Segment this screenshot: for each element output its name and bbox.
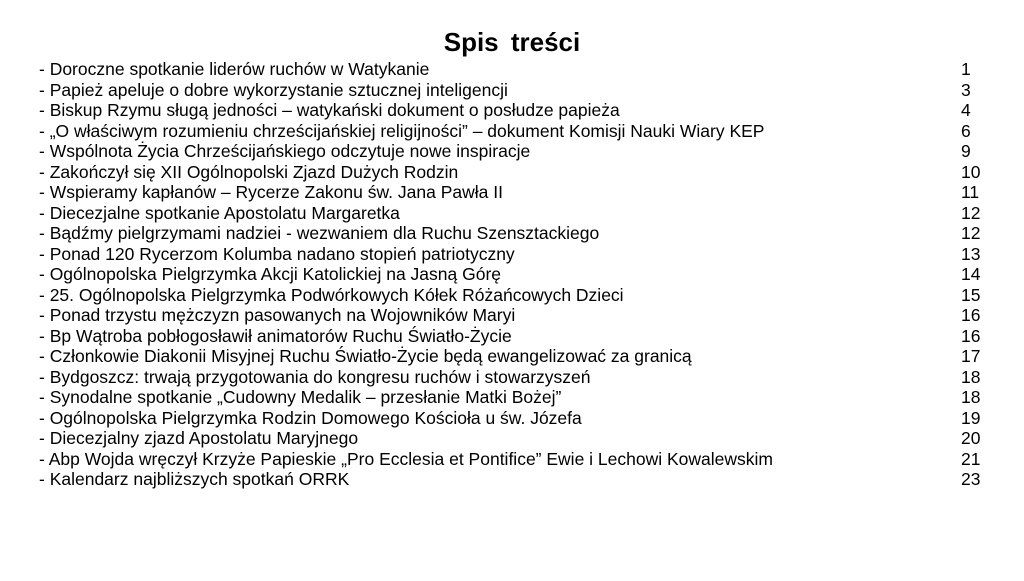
toc-entry-page-number: 20 [961,428,981,448]
toc-entry [39,346,989,367]
toc-entry-title: - Wspieramy kapłanów – Rycerze Zakonu św. Jana Pawła II [39,182,503,202]
toc-list [39,59,989,490]
toc-entry [39,182,989,203]
toc-entry-title: - Zakończył się XII Ogólnopolski Zjazd Dużych Rodzin [39,161,459,182]
toc-entry-page-number: 23 [961,469,981,489]
toc-entry [39,469,989,490]
toc-entry-page-number: 16 [961,325,981,346]
toc-entry-page-number: 14 [961,264,981,284]
toc-entry-title: - 25. Ogólnopolska Pielgrzymka Podwórkowych Kółek Różańcowych Dzieci [39,284,624,305]
toc-entry [39,244,989,265]
toc-entry-page-number: 3 [961,79,971,100]
toc-entry-title: - Ogólnopolska Pielgrzymka Akcji Katolickiej na Jasną Górę [39,264,502,284]
toc-entry-title: - Doroczne spotkanie liderów ruchów w Watykanie [39,59,430,79]
toc-entry-page-number: 11 [961,182,980,202]
toc-entry-page-number: 12 [961,223,981,243]
toc-entry-title: - Ponad 120 Rycerzom Kolumba nadano stopień patriotyczny [39,243,515,264]
toc-entry-title: - Bądźmy pielgrzymami nadziei - wezwaniem dla Ruchu Szensztackiego [39,223,600,243]
toc-entry-title: - Członkowie Diakonii Misyjnej Ruchu Światło-Życie będą ewangelizować za granicą [39,346,692,366]
toc-entry-title: - Papież apeluje o dobre wykorzystanie sztucznej inteligencji [39,79,508,100]
toc-entry-page-number: 13 [961,243,981,264]
toc-entry-title: - Diecezjalne spotkanie Apostolatu Margaretka [39,202,400,223]
toc-entry [39,80,989,101]
toc-entry-title: - Ogólnopolska Pielgrzymka Rodzin Domowego Kościoła u św. Józefa [39,407,582,428]
toc-entry [39,223,989,244]
toc-entry [39,162,989,183]
toc-entry-page-number: 17 [961,346,981,366]
toc-entry-title: - Kalendarz najbliższych spotkań ORRK [39,469,350,489]
toc-entry-title: - Bp Wątroba pobłogosławił animatorów Ruchu Światło-Życie [39,325,512,346]
toc-entry-page-number: 10 [961,161,981,182]
toc-entry [39,59,989,80]
toc-entry [39,121,989,142]
toc-entry-page-number: 18 [961,366,981,387]
toc-entry [39,449,989,470]
toc-entry-title: - Diecezjalny zjazd Apostolatu Maryjnego [39,428,359,448]
toc-entry-title: - Biskup Rzymu sługą jedności – watykański dokument o posłudze papieża [39,100,620,120]
toc-entry [39,285,989,306]
toc-entry-page-number: 18 [961,387,981,407]
toc-entry-page-number: 4 [961,100,971,120]
toc-entry [39,367,989,388]
toc-entry [39,203,989,224]
toc-entry [39,100,989,121]
toc-entry-page-number: 1 [961,59,971,79]
toc-entry-page-number: 21 [961,448,981,469]
toc-entry-page-number: 9 [961,141,971,161]
toc-entry [39,408,989,429]
toc-entry [39,387,989,408]
toc-entry-title: - Synodalne spotkanie „Cudowny Medalik – przesłanie Matki Bożej” [39,387,562,407]
toc-entry [39,264,989,285]
toc-entry-page-number: 12 [961,202,981,223]
toc-entry-title: - Wspólnota Życia Chrześcijańskiego odczytuje nowe inspiracje [39,141,531,161]
toc-entry-page-number: 6 [961,120,971,141]
toc-title: Spis treści [443,27,581,57]
toc-entry-title: - „O właściwym rozumieniu chrześcijańskiej religijności” – dokument Komisji Nauki Wiary KEP [39,120,765,141]
toc-entry [39,428,989,449]
toc-entry-title: - Abp Wojda wręczył Krzyże Papieskie „Pro Ecclesia et Pontifice” Ewie i Lechowi Kowalewskim [39,448,773,469]
toc-entry-page-number: 15 [961,284,981,305]
toc-entry-title: - Bydgoszcz: trwają przygotowania do kongresu ruchów i stowarzyszeń [39,366,591,387]
toc-entry-page-number: 19 [961,407,981,428]
toc-entry-title: - Ponad trzystu mężczyzn pasowanych na Wojowników Maryi [39,305,516,325]
toc-entry [39,141,989,162]
toc-entry [39,305,989,326]
toc-entry-page-number: 16 [961,305,981,325]
toc-entry [39,326,989,347]
